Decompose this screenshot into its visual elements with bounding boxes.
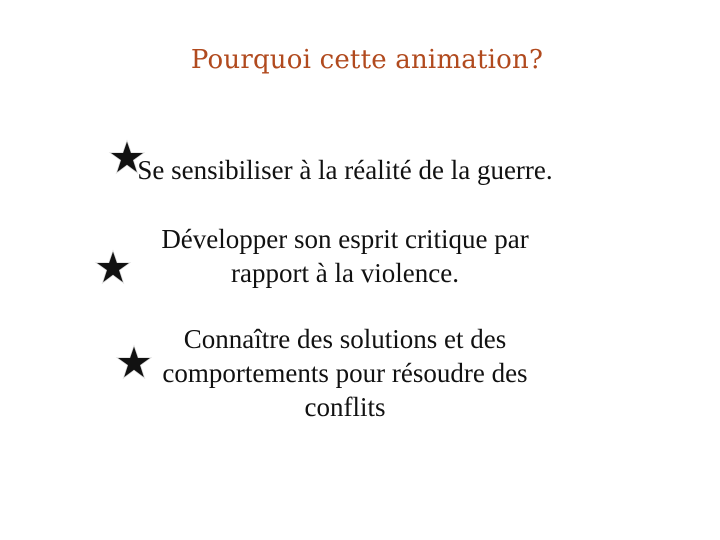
star-icon (94, 249, 132, 287)
slide-title: Pourquoi cette animation? (190, 45, 544, 75)
bullet-item-3 (0, 322, 690, 424)
star-icon (115, 344, 153, 382)
star-icon (108, 139, 146, 177)
star-bullet-icon (115, 344, 153, 382)
bullet-line: conflits (304, 392, 386, 422)
bullet-line: Développer son esprit critique par (161, 224, 529, 254)
star-bullet-icon (94, 249, 132, 287)
bullet-line: comportements pour résoudre des (162, 358, 528, 388)
bullet-line: Se sensibiliser à la réalité de la guerre. (137, 155, 553, 185)
star-bullet-icon (108, 139, 146, 177)
bullet-item-1 (0, 153, 690, 187)
bullet-line: rapport à la violence. (231, 258, 459, 288)
bullet-line: Connaître des solutions et des (183, 324, 507, 354)
